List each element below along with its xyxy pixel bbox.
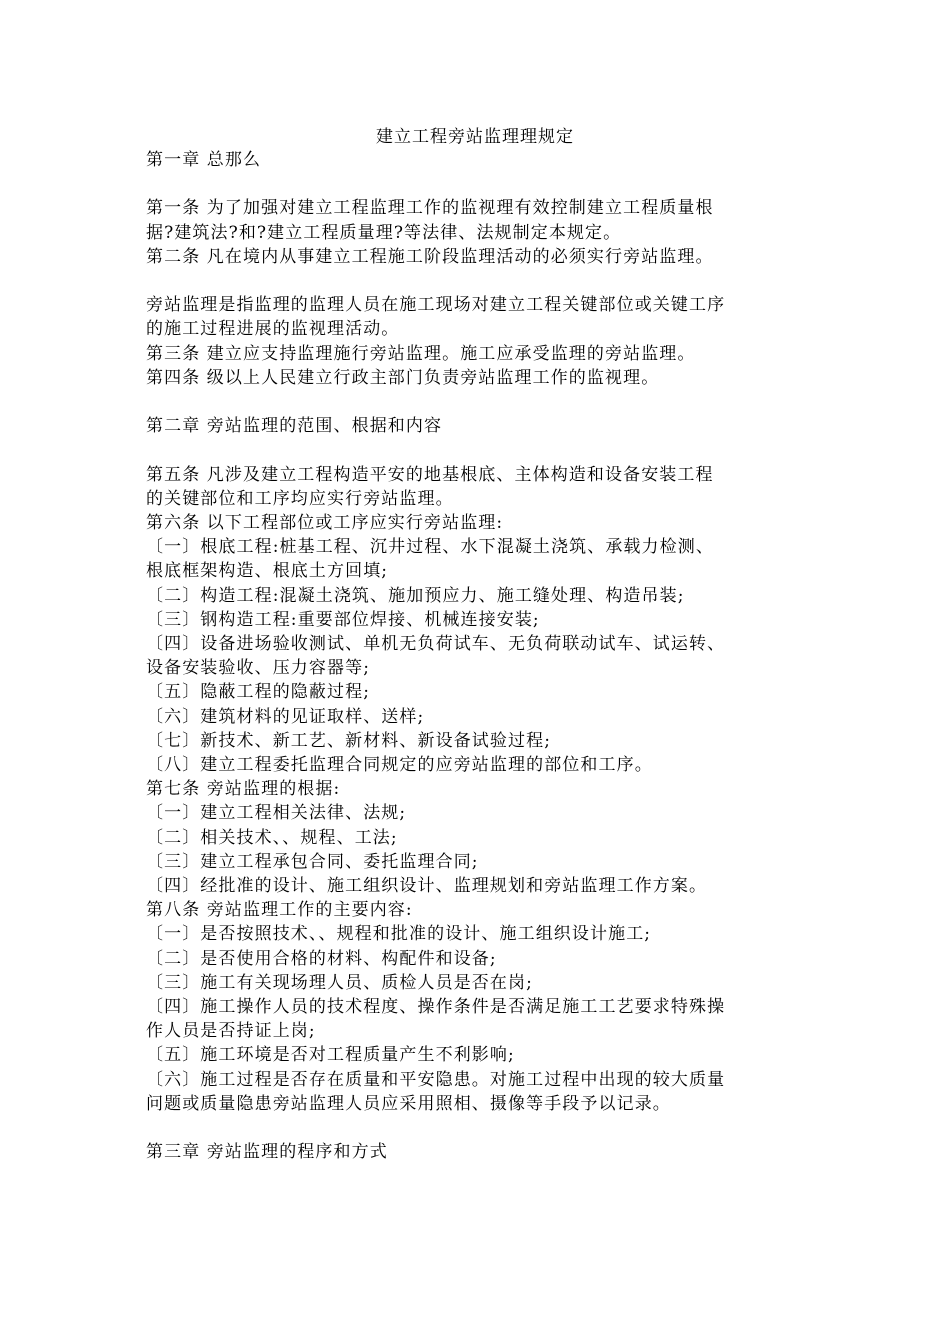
list-item: 〔四〕经批准的设计、施工组织设计、监理规划和旁站监理工作方案。 bbox=[146, 876, 708, 897]
list-item: 〔一〕根底工程:桩基工程、沉井过程、水下混凝土浇筑、承载力检测、 bbox=[146, 537, 714, 558]
list-item: 〔八〕建立工程委托监理合同规定的应旁站监理的部位和工序。 bbox=[146, 755, 653, 776]
blank-line bbox=[146, 390, 814, 414]
list-item: 〔三〕施工有关现场理人员、质检人员是否在岗; bbox=[146, 972, 533, 993]
article-paragraph: 第五条 凡涉及建立工程构造平安的地基根底、主体构造和设备安装工程 bbox=[146, 464, 714, 485]
body-paragraph: 根底框架构造、根底土方回填; bbox=[146, 561, 389, 582]
list-item: 〔五〕施工环境是否对工程质量产生不利影响; bbox=[146, 1045, 515, 1066]
list-item: 〔五〕隐蔽工程的隐蔽过程; bbox=[146, 682, 371, 703]
body-paragraph: 的施工过程进展的监视理活动。 bbox=[146, 319, 400, 340]
list-item: 〔四〕设备进场验收测试、单机无负荷试车、无负荷联动试车、试运转、 bbox=[146, 634, 726, 654]
article-paragraph: 第二条 凡在境内从事建立工程施工阶段监理活动的必须实行旁站监理。 bbox=[146, 246, 714, 267]
article-paragraph: 第一条 为了加强对建立工程监理工作的监视理有效控制建立工程质量根 bbox=[146, 198, 714, 219]
document-body bbox=[146, 148, 814, 1164]
body-paragraph: 作人员是否持证上岗; bbox=[146, 1021, 316, 1042]
document-title: 建立工程旁站监理理规定 bbox=[376, 127, 574, 147]
chapter-heading: 第三章 旁站监理的程序和方式 bbox=[146, 1142, 388, 1163]
article-paragraph: 第四条 级以上人民建立行政主部门负责旁站监理工作的监视理。 bbox=[146, 367, 660, 388]
blank-line bbox=[146, 172, 814, 196]
chapter-heading: 第一章 总那么 bbox=[146, 150, 262, 170]
body-paragraph: 的关键部位和工序均应实行旁站监理。 bbox=[146, 488, 454, 509]
blank-line bbox=[146, 438, 814, 462]
chapter-heading: 第二章 旁站监理的范围、根据和内容 bbox=[146, 416, 443, 437]
list-item: 〔四〕施工操作人员的技术程度、操作条件是否满足施工工艺要求特殊操 bbox=[146, 997, 726, 1018]
list-item: 〔七〕新技术、新工艺、新材料、新设备试验过程; bbox=[146, 730, 552, 751]
body-paragraph: 设备安装验收、压力容器等; bbox=[146, 658, 371, 679]
body-paragraph: 旁站监理是指监理的监理人员在施工现场对建立工程关键部位或关键工序 bbox=[146, 295, 726, 316]
list-item: 〔一〕建立工程相关法律、法规; bbox=[146, 803, 407, 824]
list-item: 〔六〕施工过程是否存在质量和平安隐患。对施工过程中出现的较大质量 bbox=[146, 1069, 726, 1090]
blank-line bbox=[146, 1116, 814, 1140]
blank-line bbox=[146, 269, 814, 293]
article-paragraph: 第八条 旁站监理工作的主要内容: bbox=[146, 900, 413, 921]
body-paragraph: 问题或质量隐患旁站监理人员应采用照相、摄像等手段予以记录。 bbox=[146, 1093, 671, 1114]
list-item: 〔六〕建筑材料的见证取样、送样; bbox=[146, 706, 425, 727]
article-paragraph: 第七条 旁站监理的根据: bbox=[146, 779, 341, 800]
body-paragraph: 据?建筑法?和?建立工程质量理?等法律、法规制定本规定。 bbox=[146, 222, 622, 243]
list-item: 〔三〕建立工程承包合同、委托监理合同; bbox=[146, 851, 479, 872]
article-paragraph: 第三条 建立应支持监理施行旁站监理。施工应承受监理的旁站监理。 bbox=[146, 343, 696, 364]
list-item: 〔二〕相关技术、、规程、工法; bbox=[146, 827, 398, 848]
list-item: 〔二〕是否使用合格的材料、构配件和设备; bbox=[146, 948, 497, 969]
article-paragraph: 第六条 以下工程部位或工序应实行旁站监理: bbox=[146, 512, 504, 533]
list-item: 〔一〕是否按照技术、、规程和批准的设计、施工组织设计施工; bbox=[146, 924, 652, 945]
list-item: 〔三〕钢构造工程:重要部位焊接、机械连接安装; bbox=[146, 609, 540, 630]
list-item: 〔二〕构造工程:混凝土浇筑、施加预应力、施工缝处理、构造吊装; bbox=[146, 585, 685, 606]
